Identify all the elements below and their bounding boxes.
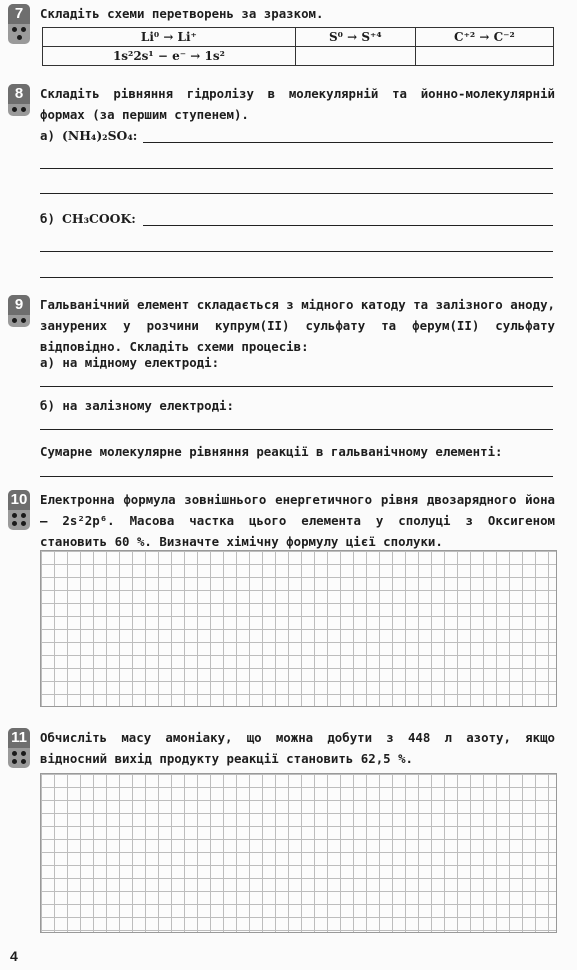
task-8-number: 8 <box>8 84 30 104</box>
task-8-b-formula: CH₃COOK: <box>62 211 136 226</box>
scheme-example-cell: 1s²2s¹ − e⁻ → 1s² <box>43 47 296 66</box>
task-11-number: 11 <box>8 728 30 748</box>
page-number: 4 <box>10 948 18 964</box>
answer-grid[interactable] <box>40 773 557 933</box>
answer-line[interactable] <box>40 193 553 194</box>
task-9-summary: Сумарне молекулярне рівняння реакції в гальванічному елементі: <box>40 444 503 459</box>
task-9-b-text: б) на залізному електроді: <box>40 398 234 413</box>
difficulty-dots-icon <box>8 24 30 44</box>
task-9-text: Гальванічний елемент складається з мідного катоду та залізного аноду, занурених у розчини купрум(II) сульфату та ферум(II) сульфату відповідно. Складіть схеми процесів: <box>40 297 555 354</box>
task-9-number: 9 <box>8 295 30 315</box>
answer-line[interactable] <box>40 251 553 252</box>
task-8-badge <box>8 84 30 116</box>
scheme-header-s: S⁰ → S⁺⁴ <box>295 28 415 47</box>
difficulty-dots-icon <box>8 748 30 768</box>
task-10-badge <box>8 490 30 530</box>
task-9-badge <box>8 295 30 327</box>
task-11-text: Обчисліть масу амоніаку, що можна добути з 448 л азоту, якщо відносний вихід продукту реакції становить 62,5 %. <box>40 730 555 766</box>
scheme-answer-cell-s[interactable] <box>295 47 415 66</box>
task-9-a-text: а) на мідному електроді: <box>40 355 220 370</box>
task-10-number: 10 <box>8 490 30 510</box>
answer-line[interactable] <box>143 142 553 143</box>
answer-line[interactable] <box>40 386 553 387</box>
scheme-header-c: C⁺² → C⁻² <box>415 28 553 47</box>
difficulty-dots-icon <box>8 104 30 116</box>
answer-line[interactable] <box>143 225 553 226</box>
task-8-text: Складіть рівняння гідролізу в молекулярній та йонно-молекулярній формах (за першим ступенем). <box>40 86 555 122</box>
task-10-text: Електронна формула зовнішнього енергетичного рівня двозарядного йона — 2s²2p⁶. Масова частка цього елемента у сполуці з Оксигеном становить 60 %. Визначте хімічну формулу цієї сполуки. <box>40 492 555 549</box>
answer-grid[interactable] <box>40 550 557 707</box>
answer-line[interactable] <box>40 476 553 477</box>
answer-line[interactable] <box>40 429 553 430</box>
task-7-text: Складіть схеми перетворень за зразком. <box>40 6 324 21</box>
difficulty-dots-icon <box>8 510 30 530</box>
task-7-badge <box>8 4 30 44</box>
task-7-number: 7 <box>8 4 30 24</box>
task-8-b-label: б) <box>40 211 55 226</box>
task-8-a-label: а) <box>40 128 55 143</box>
answer-line[interactable] <box>40 277 553 278</box>
schemes-table <box>42 27 554 66</box>
answer-line[interactable] <box>40 168 553 169</box>
difficulty-dots-icon <box>8 315 30 327</box>
task-11-badge <box>8 728 30 768</box>
task-8-a-formula: (NH₄)₂SO₄: <box>62 128 138 143</box>
scheme-header-li: Li⁰ → Li⁺ <box>43 28 296 47</box>
scheme-answer-cell-c[interactable] <box>415 47 553 66</box>
